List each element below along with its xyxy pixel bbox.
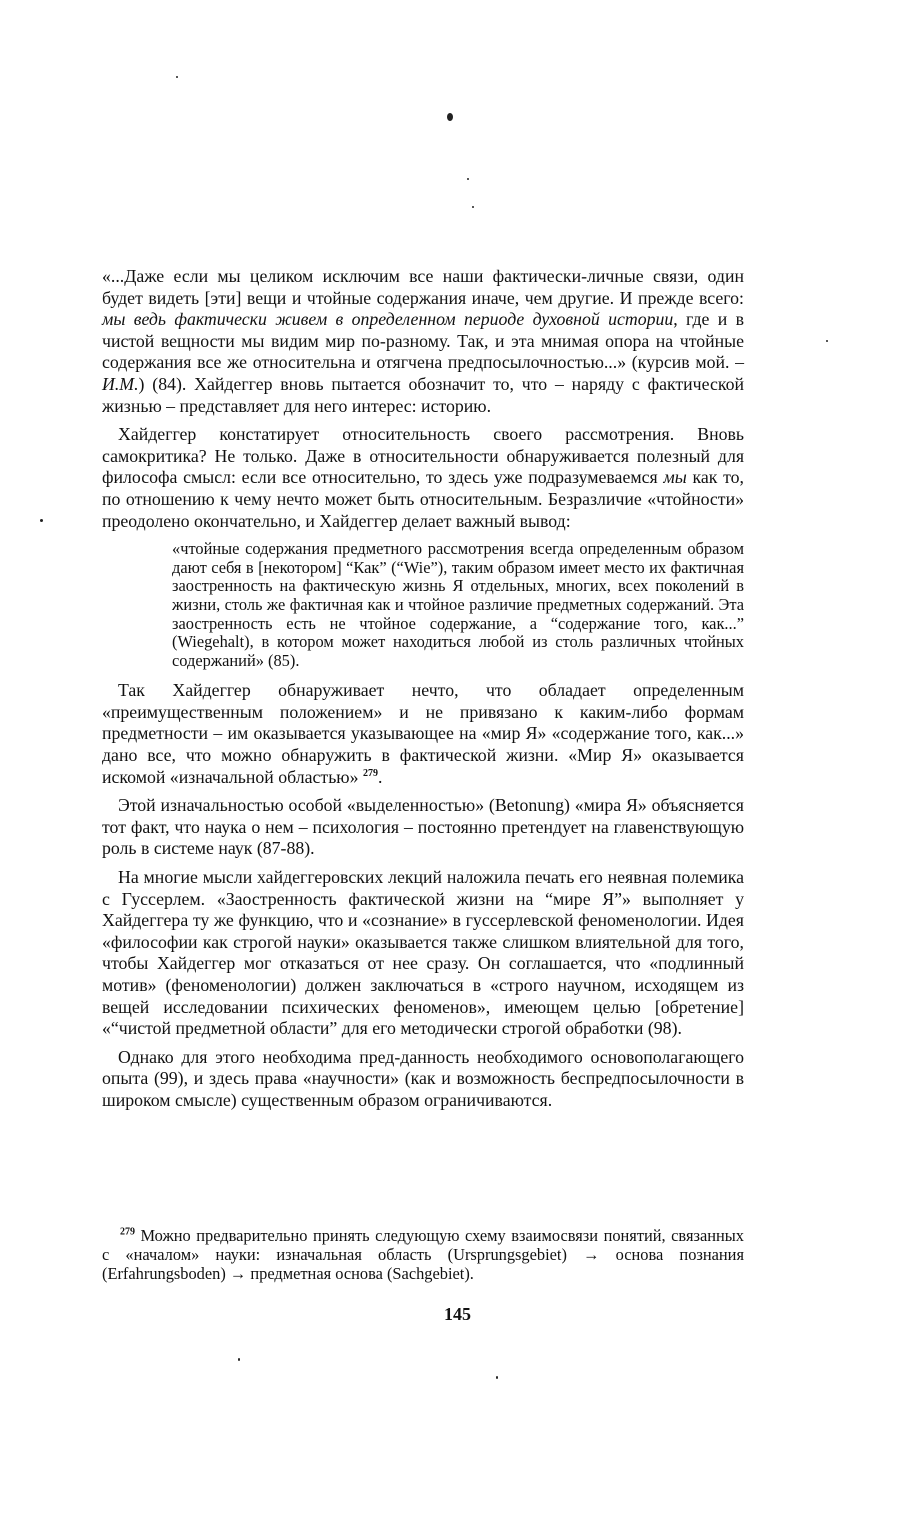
scan-speck bbox=[826, 340, 828, 342]
scan-speck bbox=[238, 1358, 240, 1361]
scan-speck bbox=[447, 113, 453, 121]
block-quote: «чтойные содержания предметного рассмотрения всегда определенным образом дают себя в [некотором] “Как” (“Wie”), таким образом имеет место их фактичная заостренность на фактическую жизнь Я отдельных, многих, всех поколений в жизни, столь же фактичная как и чтойное различие предметных содержаний. Эта заостренность есть не чтойное содержание, а “содержание того, как...” (Wiegehalt), в котором может находиться любой из столь различных чтойных содержаний» (85). bbox=[172, 539, 744, 670]
scan-speck bbox=[176, 76, 178, 78]
footnote bbox=[102, 1226, 744, 1283]
paragraph-1-text-end: ) (84). Хайдеггер вновь пытается обозначит то, что – наряду с фактической жизнью – представляет для него интерес: историю. bbox=[102, 373, 744, 416]
page-number: 145 bbox=[444, 1304, 471, 1324]
paragraph-1-text: «...Даже если мы целиком исключим все наши фактически-личные связи, один будет видеть [эти] вещи и чтойные содержания иначе, чем другие. И прежде всего: bbox=[102, 266, 744, 308]
paragraph-6: Однако для этого необходима пред-данность необходимого основополагающего опыта (99), и здесь права «научности» (как и возможность беспредпосылочности в широком смысле) существенным образом ограничиваются. bbox=[102, 1046, 744, 1110]
paragraph-4: Этой изначальностью особой «выделенностью» (Betonung) «мира Я» объясняется тот факт, что наука о нем – психология – постоянно претендует на главенствующую роль в системе наук (87-88). bbox=[102, 795, 744, 859]
paragraph-1-text-cont: , где и в чистой вещности мы видим мир по-разному. Так, и эта мнимая опора на чтойные содержания все же относительна и отягчена предпосылочностью...» (курсив мой. – bbox=[102, 309, 744, 373]
footnote-text: Можно предварительно принять следующую схему взаимосвязи понятий, связанных с «началом» науки: изначальная область (Ursprungsgebiet) → основа познания (Erfahrungsboden) → предметная основа (Sachgebiet). bbox=[102, 1226, 744, 1283]
scan-speck bbox=[40, 519, 43, 522]
scan-speck bbox=[472, 206, 474, 208]
scan-speck bbox=[467, 178, 469, 180]
footnote-reference[interactable]: 279 bbox=[362, 767, 378, 779]
scan-speck bbox=[496, 1376, 498, 1379]
paragraph-5: На многие мысли хайдеггеровских лекций наложила печать его неявная полемика с Гуссерлем. «Заостренность фактической жизни на “мире Я”» выполняет у Хайдеггера ту же функцию, что и «сознание» в гуссерлевской феноменологии. Идея «философии как строгой науки» оказывается также слишком влиятельной для того, чтобы Хайдеггер мог отказаться от нее сразу. Он соглашается, что «подлинный мотив» (феноменологии) должен заключаться в «строго научном, исходящем из вещей исследовании психических феноменов», имеющем целью [обретение] «“чистой предметной области” для его методически строгой обработки (98). bbox=[102, 867, 744, 1039]
paragraph-3-text: Так Хайдеггер обнаруживает нечто, что обладает определенным «преимущественным положением» и не привязано к каким-либо формам предметности – им оказывается указывающее на «мир Я» «содержание того, как...» дано все, что можно обнаружить в фактической жизни. «Мир Я» оказывается искомой «изначальной областью» bbox=[102, 680, 744, 787]
author-initials: И.М. bbox=[102, 373, 139, 394]
paragraph-3-text-end: . bbox=[377, 766, 383, 787]
paragraph-1 bbox=[102, 266, 744, 417]
main-text bbox=[102, 266, 744, 1112]
footnote-number: 279 bbox=[120, 1226, 135, 1238]
paragraph-1-italic: мы ведь фактически живем в определенном периоде духовной истории bbox=[102, 309, 674, 330]
paragraph-2-italic: мы bbox=[663, 467, 687, 488]
paragraph-2-text: Хайдеггер констатирует относительность своего рассмотрения. Вновь самокритика? Не только. Даже в относительности обнаруживается полезный для философа смысл: если все относительно, то здесь уже подразумеваемся bbox=[102, 424, 744, 488]
paragraph-2 bbox=[102, 424, 744, 532]
paragraph-2-text-end: как то, по отношению к чему нечто может быть относительным. Безразличие «чтойности» преодолено окончательно, и Хайдеггер делает важный вывод: bbox=[102, 467, 744, 531]
paragraph-3 bbox=[102, 680, 744, 788]
